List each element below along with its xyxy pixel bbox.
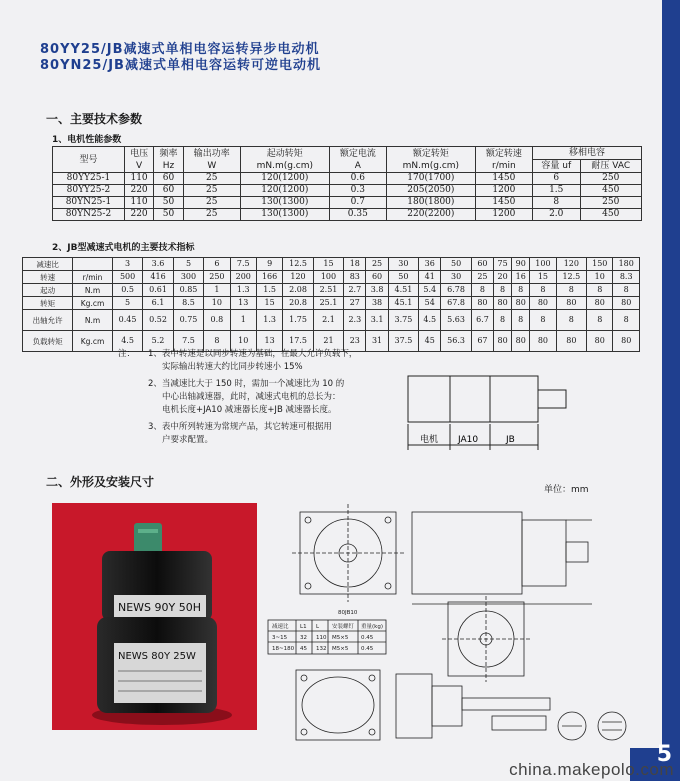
- table-cell: 0.52: [143, 310, 173, 331]
- table-cell: 60: [154, 185, 183, 197]
- table-cell: 0.6: [329, 173, 386, 185]
- table-cell: 250: [204, 271, 230, 284]
- table-cell: 130(1300): [240, 197, 329, 209]
- row-label: 减速比: [23, 258, 73, 271]
- table-cell: 1.75: [283, 310, 313, 331]
- table-cell: 170(1700): [386, 173, 475, 185]
- table-cell: 80YY25-2: [53, 185, 125, 197]
- mini-table-cell: M5×5: [332, 635, 349, 641]
- table-cell: 8: [613, 284, 640, 297]
- col-voltage: 电压 V: [124, 147, 153, 173]
- unit-label: 单位：mm: [544, 485, 589, 495]
- table-row: [23, 297, 640, 310]
- mini-table-cell: 0.45: [361, 635, 374, 641]
- note-line: 实际输出转速大约比同步转速小 15%: [162, 362, 303, 372]
- row-unit: Kg.cm: [73, 297, 113, 310]
- table-cell: 8: [204, 331, 230, 352]
- mini-table-cell: 32: [300, 635, 307, 641]
- table-cell: 0.5: [112, 284, 142, 297]
- table-cell: 200: [230, 271, 256, 284]
- nameplate-text: NEWS 90Y 50H: [118, 601, 202, 614]
- table-cell: 110: [124, 173, 153, 185]
- table-cell: 0.75: [173, 310, 203, 331]
- dimension-drawing: [262, 490, 640, 752]
- mini-table-cell: 18~180: [272, 646, 295, 652]
- table-cell: 8: [471, 284, 493, 297]
- table-cell: 6: [532, 173, 580, 185]
- table-cell: 1200: [475, 209, 532, 221]
- note-line: 电机长度+JA10 减速器长度+JB 减速器长度。: [162, 405, 337, 415]
- table-cell: 2.51: [313, 284, 343, 297]
- table-cell: 9: [256, 258, 282, 271]
- schematic-label: JA10: [458, 435, 479, 445]
- table-cell: 100: [530, 258, 556, 271]
- col-model: 型号: [53, 147, 125, 173]
- table-cell: 8: [613, 310, 640, 331]
- product-photo: [52, 503, 257, 730]
- table-cell: 220(2200): [386, 209, 475, 221]
- mini-table-cell: 132: [316, 646, 327, 652]
- table-cell: 21: [313, 331, 343, 352]
- table-cell: 220: [124, 185, 153, 197]
- notes-block: [118, 348, 357, 447]
- table-cell: 80: [471, 297, 493, 310]
- table-cell: 8: [556, 284, 586, 297]
- table-cell: 30: [388, 258, 418, 271]
- motor-illustration: [52, 503, 257, 730]
- table-cell: 1.5: [256, 284, 282, 297]
- note-line: 中心出轴减速器，此时，减速式电机的总长为：: [162, 392, 341, 402]
- right-sidebar-band: [662, 0, 680, 781]
- table-cell: 80: [556, 297, 586, 310]
- table-cell: 10: [587, 271, 613, 284]
- table-cell: 45: [419, 331, 441, 352]
- row-unit: N.m: [73, 284, 113, 297]
- table-cell: 45.1: [388, 297, 418, 310]
- table-cell: 1200: [475, 185, 532, 197]
- drawing-model-label: 80JB10: [338, 610, 358, 616]
- document-title-line2: 80YN25/JB减速式单相电容运转可逆电动机: [40, 58, 321, 73]
- table-row: [53, 197, 642, 209]
- table-cell: 1450: [475, 173, 532, 185]
- mini-table-cell: 0.45: [361, 646, 374, 652]
- table-cell: 8: [532, 197, 580, 209]
- section2-title: 二、外形及安装尺寸: [46, 475, 155, 489]
- note-line: 2、当减速比大于 150 时，需加一个减速比为 10 的: [148, 379, 345, 389]
- table-cell: 5.2: [143, 331, 173, 352]
- table-cell: 80: [512, 331, 530, 352]
- row-label: 出轴允许: [23, 310, 73, 331]
- table-cell: 56.3: [441, 331, 471, 352]
- mini-table-header: 重量(kg): [361, 624, 383, 630]
- table-cell: 5: [112, 297, 142, 310]
- section1-sub1: 1、电机性能参数: [52, 135, 122, 145]
- mini-table-header: 安装螺钉: [332, 624, 355, 630]
- table-cell: 3: [112, 258, 142, 271]
- table-cell: 83: [344, 271, 366, 284]
- table-cell: 120(1200): [240, 185, 329, 197]
- table-cell: 60: [471, 258, 493, 271]
- row-label: 起动: [23, 284, 73, 297]
- row-unit: r/min: [73, 271, 113, 284]
- table-cell: 4.51: [388, 284, 418, 297]
- table-cell: 8: [587, 284, 613, 297]
- table-cell: 80: [587, 297, 613, 310]
- mini-table-cell: 110: [316, 635, 327, 641]
- table-cell: 0.3: [329, 185, 386, 197]
- table-cell: 41: [419, 271, 441, 284]
- table-cell: 80: [494, 331, 512, 352]
- table-row: [53, 185, 642, 197]
- schematic-label: JB: [506, 435, 515, 445]
- perf-table-body: [53, 173, 642, 221]
- row-unit: Kg.cm: [73, 331, 113, 352]
- table-cell: 67.8: [441, 297, 471, 310]
- row-label: 负载转矩: [23, 331, 73, 352]
- table-cell: 31: [366, 331, 388, 352]
- schematic-label: 电机: [420, 435, 439, 445]
- table-cell: 60: [154, 173, 183, 185]
- table-cell: 25.1: [313, 297, 343, 310]
- table-cell: 25: [183, 185, 240, 197]
- mini-table-header: L1: [300, 624, 307, 630]
- table-cell: 15: [256, 297, 282, 310]
- col-start-torque: 起动转矩 mN.m(g.cm): [240, 147, 329, 173]
- table-cell: 7.5: [173, 331, 203, 352]
- gear-spec-table: [22, 257, 640, 352]
- table-cell: 300: [173, 271, 203, 284]
- table-cell: 8: [512, 310, 530, 331]
- table-row: [23, 271, 640, 284]
- table-row: [53, 173, 642, 185]
- table-cell: 7.5: [230, 258, 256, 271]
- mini-table-cell: M5×5: [332, 646, 349, 652]
- table-cell: 2.0: [532, 209, 580, 221]
- table-cell: 8: [494, 310, 512, 331]
- table-cell: 23: [344, 331, 366, 352]
- table-cell: 80: [494, 297, 512, 310]
- table-cell: 150: [587, 258, 613, 271]
- table-cell: 80: [556, 331, 586, 352]
- table-cell: 5: [173, 258, 203, 271]
- table-cell: 180: [613, 258, 640, 271]
- notes-mark: 注：: [118, 349, 136, 359]
- table-cell: 166: [256, 271, 282, 284]
- table-cell: 0.45: [112, 310, 142, 331]
- table-cell: 80: [613, 297, 640, 310]
- table-cell: 1450: [475, 197, 532, 209]
- table-cell: 10: [230, 331, 256, 352]
- table-cell: 36: [419, 258, 441, 271]
- table-cell: 80: [530, 331, 556, 352]
- table-cell: 8.3: [613, 271, 640, 284]
- table-cell: 1: [230, 310, 256, 331]
- note-line: 1、表中转速是以同步转速为基础，在最大允许负载下，: [148, 349, 358, 359]
- table-cell: 6.1: [143, 297, 173, 310]
- table-cell: 38: [366, 297, 388, 310]
- table-cell: 80YN25-2: [53, 209, 125, 221]
- table-cell: 13: [256, 331, 282, 352]
- table-cell: 10: [204, 297, 230, 310]
- table-cell: 50: [388, 271, 418, 284]
- mini-table-cell: 45: [300, 646, 307, 652]
- table-cell: 6: [204, 258, 230, 271]
- table-cell: 15: [530, 271, 556, 284]
- table-cell: 80: [587, 331, 613, 352]
- mini-table-header: 减速比: [272, 624, 289, 630]
- table-cell: 0.7: [329, 197, 386, 209]
- table-cell: 25: [471, 271, 493, 284]
- col-withstand: 耐压 VAC: [580, 160, 642, 173]
- nameplate-text: NEWS 80Y 25W: [118, 651, 196, 662]
- table-cell: 3.8: [366, 284, 388, 297]
- row-unit: N.m: [73, 310, 113, 331]
- table-cell: 120: [283, 271, 313, 284]
- table-cell: 80YY25-1: [53, 173, 125, 185]
- table-cell: 50: [441, 258, 471, 271]
- table-cell: 250: [580, 173, 642, 185]
- table-cell: 30: [441, 271, 471, 284]
- table-cell: 90: [512, 258, 530, 271]
- row-label: 转矩: [23, 297, 73, 310]
- table-cell: 25: [366, 258, 388, 271]
- table-cell: 3.1: [366, 310, 388, 331]
- table-cell: 37.5: [388, 331, 418, 352]
- note-line: 户要求配置。: [162, 435, 214, 445]
- table-cell: 8: [530, 310, 556, 331]
- mini-table-cell: 3~15: [272, 635, 288, 641]
- table-cell: 5.63: [441, 310, 471, 331]
- table-row: [53, 209, 642, 221]
- col-capacitor: 移相电容: [532, 147, 641, 160]
- table-cell: 0.85: [173, 284, 203, 297]
- table-cell: 8: [587, 310, 613, 331]
- table-cell: 8: [494, 284, 512, 297]
- table-cell: 416: [143, 271, 173, 284]
- table-cell: 15: [313, 258, 343, 271]
- table-cell: 17.5: [283, 331, 313, 352]
- table-cell: 80: [512, 297, 530, 310]
- table-cell: 27: [344, 297, 366, 310]
- table-cell: 0.8: [204, 310, 230, 331]
- table-cell: 16: [512, 271, 530, 284]
- table-row: [23, 258, 640, 271]
- table-cell: 1.3: [230, 284, 256, 297]
- table-cell: 12.5: [283, 258, 313, 271]
- table-cell: 12.5: [556, 271, 586, 284]
- table-cell: 2.3: [344, 310, 366, 331]
- table-cell: 100: [313, 271, 343, 284]
- table-cell: 110: [124, 197, 153, 209]
- table-cell: 50: [154, 209, 183, 221]
- table-cell: 20.8: [283, 297, 313, 310]
- note-line: 3、表中所列转速为常规产品，其它转速可根据用: [148, 422, 332, 432]
- table-cell: 25: [183, 173, 240, 185]
- table-cell: 2.7: [344, 284, 366, 297]
- col-rated-torque: 额定转矩 mN.m(g.cm): [386, 147, 475, 173]
- table-cell: 4.5: [112, 331, 142, 352]
- table-cell: 0.61: [143, 284, 173, 297]
- table-cell: 120: [556, 258, 586, 271]
- table-cell: 250: [580, 197, 642, 209]
- table-cell: 450: [580, 209, 642, 221]
- table-cell: 0.35: [329, 209, 386, 221]
- table-cell: 80: [530, 297, 556, 310]
- table-cell: 2.08: [283, 284, 313, 297]
- table-cell: 1.5: [532, 185, 580, 197]
- table-cell: 8.5: [173, 297, 203, 310]
- page-number: 5: [656, 742, 672, 767]
- table-row: [23, 310, 640, 331]
- table-cell: 20: [494, 271, 512, 284]
- table-cell: 8: [530, 284, 556, 297]
- row-label: 转速: [23, 271, 73, 284]
- table-cell: 130(1300): [240, 209, 329, 221]
- table-cell: 18: [344, 258, 366, 271]
- table-cell: 4.5: [419, 310, 441, 331]
- gear-table-body: [23, 258, 640, 352]
- table-cell: 25: [183, 197, 240, 209]
- table-cell: 67: [471, 331, 493, 352]
- col-rated-speed: 额定转速 r/min: [475, 147, 532, 173]
- table-cell: 3.75: [388, 310, 418, 331]
- table-cell: 75: [494, 258, 512, 271]
- table-cell: 500: [112, 271, 142, 284]
- table-cell: 5.4: [419, 284, 441, 297]
- table-cell: 60: [366, 271, 388, 284]
- table-cell: 80: [613, 331, 640, 352]
- section1-title: 一、主要技术参数: [46, 112, 143, 126]
- table-cell: 180(1800): [386, 197, 475, 209]
- mini-table-header: L: [316, 624, 320, 630]
- row-unit: [73, 258, 113, 271]
- table-cell: 25: [183, 209, 240, 221]
- table-cell: 2.1: [313, 310, 343, 331]
- assembly-schematic: [398, 360, 578, 455]
- table-row: [23, 284, 640, 297]
- table-cell: 6.78: [441, 284, 471, 297]
- table-cell: 13: [230, 297, 256, 310]
- watermark-text: china.makepolo.com: [509, 760, 674, 779]
- table-cell: 50: [154, 197, 183, 209]
- col-frequency: 频率 Hz: [154, 147, 183, 173]
- table-cell: 450: [580, 185, 642, 197]
- table-cell: 8: [556, 310, 586, 331]
- col-power: 输出功率 W: [183, 147, 240, 173]
- table-cell: 6.7: [471, 310, 493, 331]
- table-cell: 120(1200): [240, 173, 329, 185]
- table-cell: 3.6: [143, 258, 173, 271]
- document-title-line1: 80YY25/JB减速式单相电容运转异步电动机: [40, 42, 320, 57]
- section1-sub2: 2、JB型减速式电机的主要技术指标: [52, 243, 195, 253]
- table-cell: 220: [124, 209, 153, 221]
- table-cell: 1: [204, 284, 230, 297]
- table-cell: 80YN25-1: [53, 197, 125, 209]
- table-cell: 205(2050): [386, 185, 475, 197]
- table-cell: 54: [419, 297, 441, 310]
- table-cell: 8: [512, 284, 530, 297]
- motor-performance-table: [52, 146, 642, 221]
- col-capacity: 容量 uf: [532, 160, 580, 173]
- col-rated-current: 额定电流 A: [329, 147, 386, 173]
- table-cell: 1.3: [256, 310, 282, 331]
